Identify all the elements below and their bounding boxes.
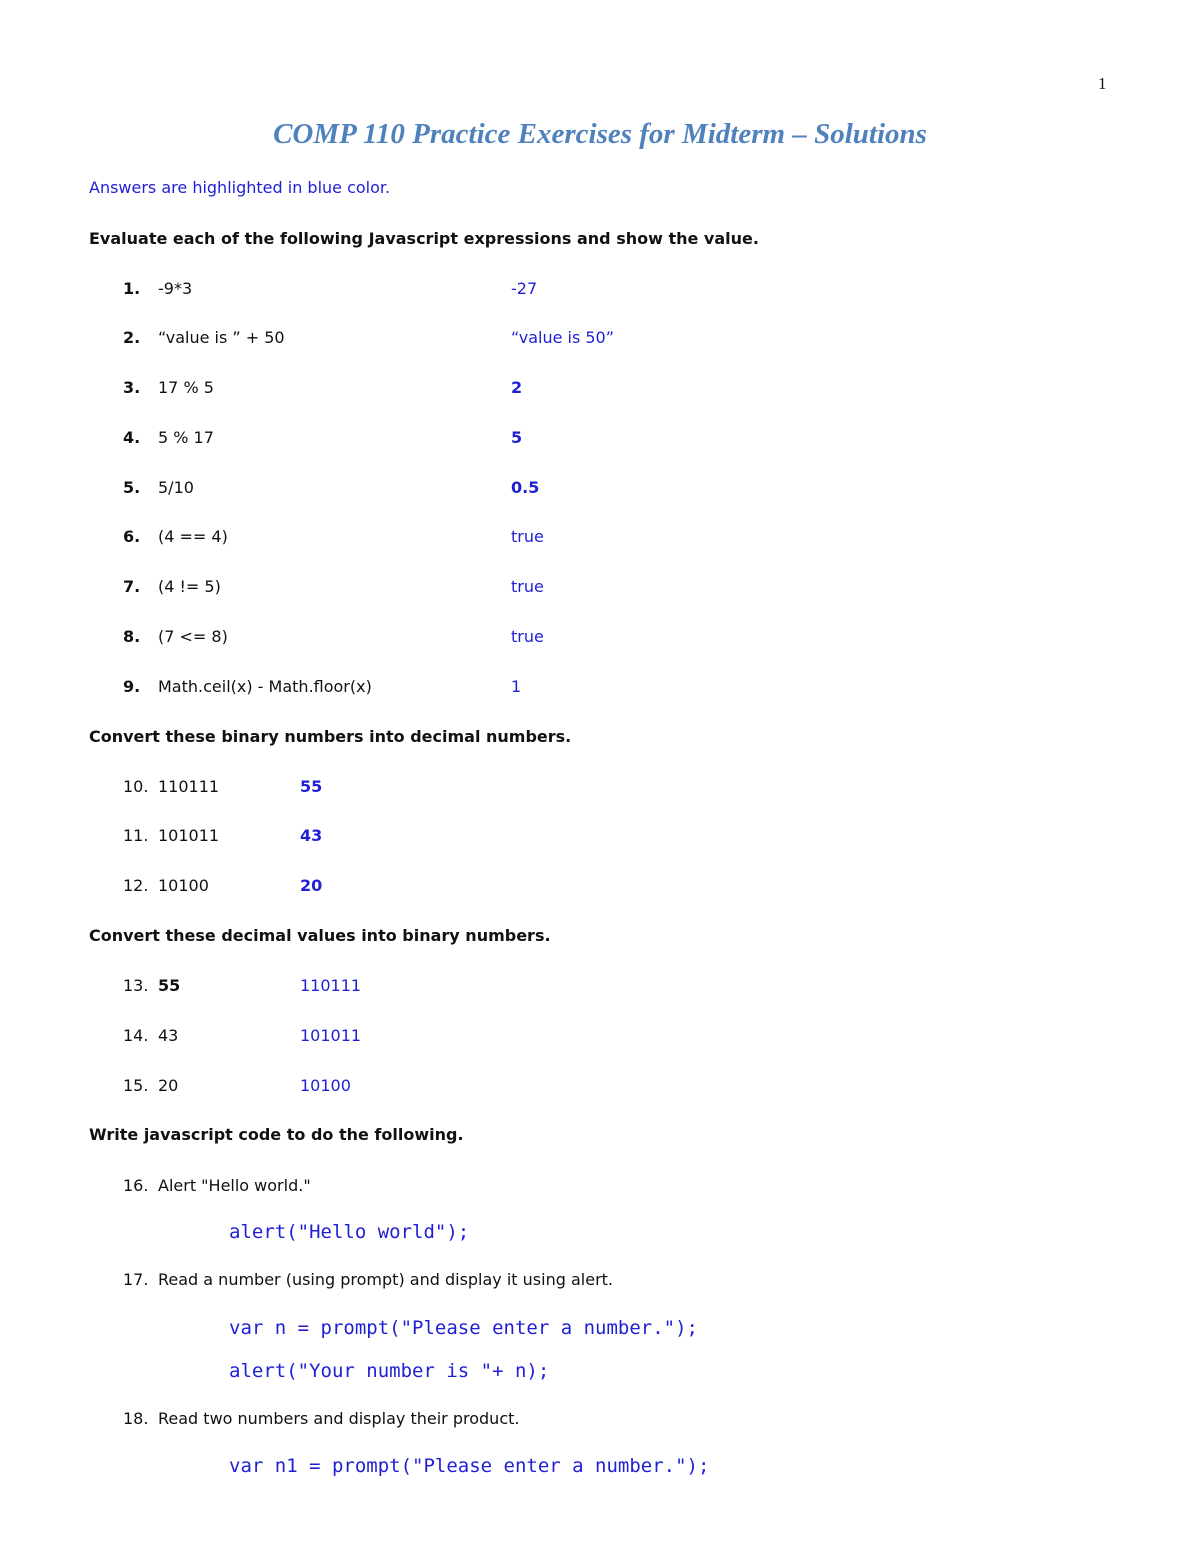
item-question: “value is ” + 50 [158,328,285,347]
section-heading-evaluate: Evaluate each of the following Javascript expressions and show the value. [89,229,759,248]
item-question: 17 % 5 [158,378,214,397]
list-item [123,1026,362,1048]
item-answer: 55 [300,777,323,796]
code-answer: alert("Hello world"); [229,1221,470,1243]
item-answer: true [511,527,544,546]
list-item [123,428,523,450]
list-item [123,627,544,649]
list-item [123,876,323,898]
section-heading-binary-to-decimal: Convert these binary numbers into decimal numbers. [89,727,572,746]
list-item [123,826,323,848]
section-heading-decimal-to-binary: Convert these decimal values into binary numbers. [89,926,551,945]
list-item [123,577,544,599]
item-question: 101011 [158,826,220,845]
code-answer: var n = prompt("Please enter a number."); [229,1317,698,1339]
list-item [123,1409,520,1431]
code-answer: var n1 = prompt("Please enter a number."); [229,1455,710,1477]
page-title: COMP 110 Practice Exercises for Midterm – Solutions [273,118,927,150]
item-number: 11. [123,826,149,845]
item-answer: “value is 50” [511,328,615,347]
item-number: 9. [123,677,141,696]
list-item [123,777,323,799]
item-number: 4. [123,428,141,447]
item-number: 18. [123,1409,149,1428]
intro-note: Answers are highlighted in blue color. [89,178,391,197]
item-number: 15. [123,1076,149,1095]
item-question: Read two numbers and display their product. [158,1409,520,1428]
item-answer: true [511,577,544,596]
item-answer: true [511,627,544,646]
item-question: 5/10 [158,478,194,497]
item-question: (7 <= 8) [158,627,228,646]
item-question: (4 == 4) [158,527,228,546]
item-answer: 0.5 [511,478,540,497]
item-answer: 5 [511,428,523,447]
item-question: Math.ceil(x) - Math.floor(x) [158,677,372,696]
item-question: 55 [158,976,181,995]
item-answer: -27 [511,279,538,298]
section-heading-javascript-code: Write javascript code to do the following. [89,1125,464,1144]
item-answer: 101011 [300,1026,362,1045]
list-item [123,976,362,998]
item-question: 20 [158,1076,179,1095]
item-question: -9*3 [158,279,193,298]
list-item [123,1076,351,1098]
list-item [123,1270,613,1292]
item-question: 43 [158,1026,179,1045]
page-number: 1 [1098,74,1107,93]
item-number: 17. [123,1270,149,1289]
list-item [123,527,544,549]
list-item [123,378,523,400]
item-answer: 43 [300,826,323,845]
item-number: 13. [123,976,149,995]
list-item [123,328,615,350]
item-number: 16. [123,1176,149,1195]
item-number: 2. [123,328,141,347]
item-answer: 10100 [300,1076,351,1095]
item-number: 6. [123,527,141,546]
code-answer: alert("Your number is "+ n); [229,1360,550,1382]
list-item [123,677,522,699]
item-number: 1. [123,279,141,298]
item-question: (4 != 5) [158,577,221,596]
item-number: 5. [123,478,141,497]
list-item [123,478,540,500]
item-number: 14. [123,1026,149,1045]
item-answer: 2 [511,378,523,397]
item-number: 7. [123,577,141,596]
item-answer: 110111 [300,976,362,995]
item-question: Read a number (using prompt) and display it using alert. [158,1270,613,1289]
item-answer: 1 [511,677,522,696]
item-number: 10. [123,777,149,796]
item-number: 3. [123,378,141,397]
item-question: 10100 [158,876,209,895]
item-question: 5 % 17 [158,428,214,447]
item-number: 12. [123,876,149,895]
list-item [123,1176,311,1198]
list-item [123,279,538,301]
item-answer: 20 [300,876,323,895]
item-number: 8. [123,627,141,646]
item-question: 110111 [158,777,220,796]
item-question: Alert "Hello world." [158,1176,311,1195]
